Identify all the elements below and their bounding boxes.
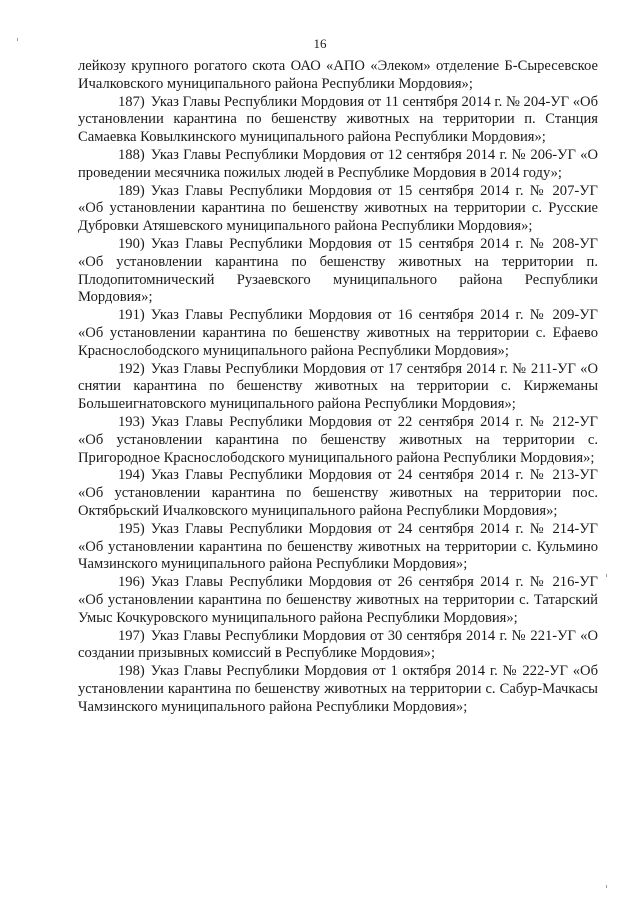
item-text: Указ Главы Республики Мордовия от 17 сентября 2014 г. № 211-УГ «О снятии карантина по бешенству животных на территории с. Киржеманы Большеигнатовского муниципального района Республики Мордовия»;: [78, 360, 598, 413]
list-item: [78, 467, 598, 520]
item-number: 192): [118, 360, 145, 377]
scan-mark: [606, 885, 607, 888]
item-number: 193): [118, 413, 145, 430]
item-number: 197): [118, 627, 145, 644]
item-number: 191): [118, 307, 145, 324]
page-number: 16: [313, 36, 327, 51]
item-text: Указ Главы Республики Мордовия от 15 сентября 2014 г. № 207-УГ «Об установлении карантина по бешенству животных на территории с. Русские Дубровки Атяшевского муниципального района Республики Мордовия»;: [78, 182, 598, 235]
item-text: Указ Главы Республики Мордовия от 24 сентября 2014 г. № 214-УГ «Об установлении карантина по бешенству животных на территории с. Кульмино Чамзинского муниципального района Республики Мордовия»;: [78, 520, 598, 573]
list-item: [78, 361, 598, 414]
item-text: Указ Главы Республики Мордовия от 22 сентября 2014 г. № 212-УГ «Об установлении карантина по бешенству животных на территории с. Пригородное Краснослободского муниципального района Республики Мордовия»;: [78, 413, 598, 466]
item-text: Указ Главы Республики Мордовия от 30 сентября 2014 г. № 221-УГ «О создании призывных комиссий в Республике Мордовия»;: [78, 627, 598, 662]
item-number: 198): [118, 663, 145, 680]
intro-paragraph: лейкозу крупного рогатого скота ОАО «АПО «Элеком» отделение Б-Сыресевское Ичалковского муниципального района Республики Мордовия»;: [78, 58, 598, 92]
item-text: Указ Главы Республики Мордовия от 15 сентября 2014 г. № 208-УГ «Об установлении карантина по бешенству животных на территории п. Плодопитомнический Рузаевского муниципального района Республики Мордовия»;: [78, 235, 598, 306]
list-item: [78, 663, 598, 716]
list-item: [78, 414, 598, 467]
scan-mark: [606, 574, 607, 577]
item-text: Указ Главы Республики Мордовия от 16 сентября 2014 г. № 209-УГ «Об установлении карантина по бешенству животных на территории с. Ефаево Краснослободского муниципального района Республики Мордовия»;: [78, 307, 598, 359]
item-number: 187): [118, 93, 145, 110]
item-number: 196): [118, 574, 145, 591]
item-text: Указ Главы Республики Мордовия от 12 сентября 2014 г. № 206-УГ «О проведении месячника пожилых людей в Республике Мордовия в 2014 году»;: [78, 146, 598, 181]
item-number: 188): [118, 146, 145, 163]
list-item: [78, 183, 598, 236]
item-number: 189): [118, 182, 145, 199]
list-item: [78, 236, 598, 307]
list-item: [78, 521, 598, 574]
item-text: Указ Главы Республики Мордовия от 26 сентября 2014 г. № 216-УГ «Об установлении карантина по бешенству животных на территории с. Татарский Умыс Кочкуровского муниципального района Республики Мордовия»;: [78, 574, 598, 626]
list-item: [78, 307, 598, 360]
item-number: 194): [118, 467, 145, 484]
item-text: Указ Главы Республики Мордовия от 11 сентября 2014 г. № 204-УГ «Об установлении карантина по бешенству животных на территории п. Станция Самаевка Ковылкинского муниципального района Республики Мордовия»;: [78, 93, 598, 146]
item-text: Указ Главы Республики Мордовия от 1 октября 2014 г. № 222-УГ «Об установлении карантина по бешенству животных на территории с. Сабур-Мачкасы Чамзинского муниципального района Республики Мордовия»;: [78, 663, 598, 715]
document-body: [78, 58, 598, 716]
list-item: [78, 147, 598, 183]
list-item: [78, 628, 598, 664]
item-number: 195): [118, 520, 145, 537]
list-item: [78, 94, 598, 147]
item-number: 190): [118, 235, 145, 252]
list-item: [78, 574, 598, 627]
item-text: Указ Главы Республики Мордовия от 24 сентября 2014 г. № 213-УГ «Об установлении карантина по бешенству животных на территории пос. Октябрьский Ичалковского муниципального района Республики Мордовия»;: [78, 467, 598, 519]
